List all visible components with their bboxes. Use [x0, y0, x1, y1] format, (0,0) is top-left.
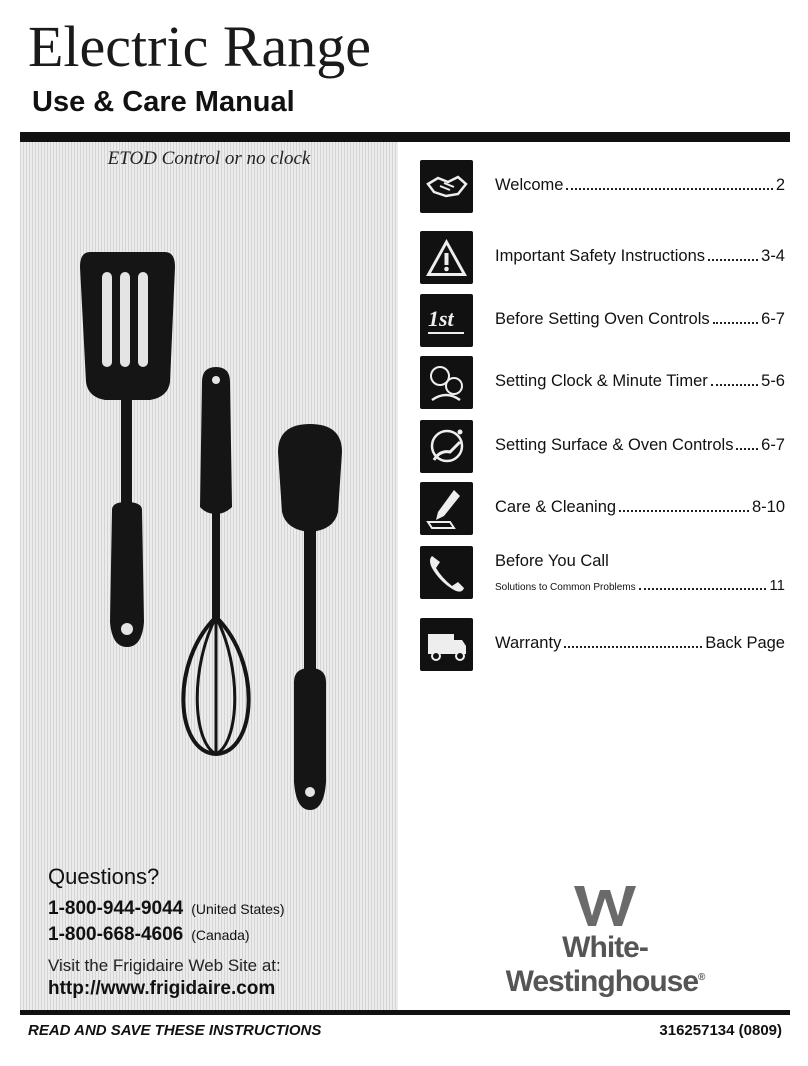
registered-mark: ® [698, 972, 705, 983]
toc-label: Before Setting Oven Controls [495, 310, 710, 328]
brand-logo [470, 880, 740, 999]
warning-icon [420, 231, 473, 284]
toc-leader [639, 588, 767, 590]
page-title: Electric Range [28, 14, 371, 79]
toc-page: 11 [769, 577, 785, 594]
toc-label: Warranty [495, 634, 562, 652]
toc-page: Back Page [705, 634, 785, 652]
questions-block [48, 864, 285, 1000]
toc-page: 6-7 [761, 436, 785, 454]
slotted-spatula-icon [80, 252, 175, 647]
spatula-icon [278, 424, 342, 810]
handshake-icon [420, 160, 473, 213]
first-icon [420, 294, 473, 347]
toc-page: 8-10 [751, 498, 785, 516]
toc-page: 6-7 [761, 310, 785, 328]
cleaning-icon [420, 482, 473, 535]
toc-page: 3-4 [761, 247, 785, 265]
toc-sublabel: Solutions to Common Problems [495, 582, 636, 593]
toc-label: Setting Clock & Minute Timer [495, 372, 708, 390]
w-logo-icon [570, 880, 640, 930]
phone-canada-number[interactable]: 1-800-668-4606 [48, 924, 184, 945]
footer-instructions: READ AND SAVE THESE INSTRUCTIONS [28, 1022, 322, 1039]
toc-leader [711, 384, 758, 386]
toc-page: 2 [775, 176, 785, 194]
top-rule [20, 132, 790, 142]
phone-us-region: (United States) [191, 901, 285, 917]
brand-name: White-Westinghouse [505, 931, 699, 998]
toc-label: Welcome [495, 176, 564, 194]
toc-label: Important Safety Instructions [495, 247, 706, 265]
cover-image-panel [20, 142, 398, 1010]
toc-page: 5-6 [761, 372, 785, 390]
phone-icon [420, 546, 473, 599]
footer-part-number: 316257134 (0809) [659, 1022, 782, 1039]
phone-canada-region: (Canada) [191, 927, 250, 943]
toc-label: Before You Call [495, 552, 609, 570]
phone-us[interactable] [48, 896, 285, 922]
clock-timer-icon [420, 356, 473, 409]
page-subtitle: Use & Care Manual [32, 86, 295, 118]
visit-text: Visit the Frigidaire Web Site at: [48, 956, 281, 975]
toc-leader [619, 510, 749, 512]
controls-icon [420, 420, 473, 473]
questions-title: Questions? [48, 864, 160, 889]
toc-leader [736, 448, 758, 450]
toc-leader [566, 188, 772, 190]
toc-label: Setting Surface & Oven Controls [495, 436, 734, 454]
toc-leader [708, 259, 758, 261]
toc-leader [564, 646, 702, 648]
phone-us-number[interactable]: 1-800-944-9044 [48, 898, 184, 919]
truck-icon [420, 618, 473, 671]
control-note: ETOD Control or no clock [107, 148, 311, 169]
phone-canada[interactable] [48, 922, 285, 948]
toc-label: Care & Cleaning [495, 498, 617, 516]
svg-text:1st: 1st [428, 306, 454, 331]
website-link[interactable]: http://www.frigidaire.com [48, 978, 276, 999]
bottom-rule [20, 1010, 790, 1015]
toc-leader [713, 322, 759, 324]
whisk-icon [183, 367, 248, 754]
